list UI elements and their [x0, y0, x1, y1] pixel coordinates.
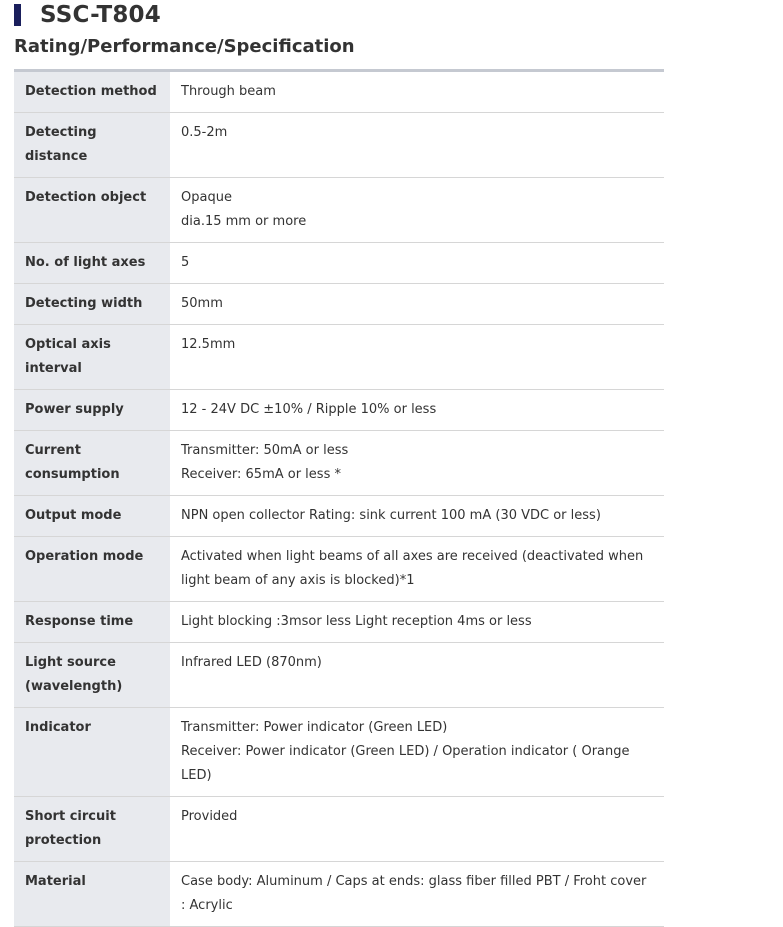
- page-title: SSC-T804: [40, 2, 161, 28]
- spec-value: [170, 602, 664, 643]
- spec-value: [170, 797, 664, 862]
- table-row: [14, 602, 664, 643]
- spec-label: Power supply: [14, 390, 170, 431]
- table-row: [14, 797, 664, 862]
- spec-value-line: Through beam: [181, 84, 276, 99]
- table-row: [14, 178, 664, 243]
- spec-label: Indicator: [14, 708, 170, 797]
- spec-value: [170, 537, 664, 602]
- table-row: [14, 243, 664, 284]
- spec-table-container: [14, 69, 664, 927]
- table-row: [14, 325, 664, 390]
- spec-table-body: [14, 72, 664, 927]
- spec-label: Detecting distance: [14, 113, 170, 178]
- spec-value-line: 12.5mm: [181, 337, 236, 352]
- spec-label: Output mode: [14, 496, 170, 537]
- spec-value: [170, 708, 664, 797]
- table-row: [14, 496, 664, 537]
- table-row: [14, 537, 664, 602]
- spec-label: Material: [14, 862, 170, 927]
- spec-label: Detection method: [14, 72, 170, 113]
- table-row: [14, 390, 664, 431]
- spec-value-line: 0.5-2m: [181, 125, 228, 140]
- table-row: [14, 862, 664, 927]
- spec-value: [170, 178, 664, 243]
- table-row: [14, 431, 664, 496]
- spec-table: [14, 72, 664, 927]
- spec-label: Response time: [14, 602, 170, 643]
- spec-value-line: 50mm: [181, 296, 223, 311]
- spec-value-line: 12 - 24V DC ±10% / Ripple 10% or less: [181, 402, 437, 417]
- spec-value: [170, 390, 664, 431]
- title-accent-bar: [14, 4, 21, 26]
- table-row: [14, 708, 664, 797]
- spec-value: [170, 862, 664, 927]
- table-row: [14, 643, 664, 708]
- table-row: [14, 72, 664, 113]
- spec-label: Light source (wavelength): [14, 643, 170, 708]
- spec-value: [170, 243, 664, 284]
- section-heading: Rating/Performance/Specification: [14, 36, 355, 57]
- spec-value: [170, 72, 664, 113]
- spec-value: [170, 113, 664, 178]
- spec-value-line: Transmitter: Power indicator (Green LED): [181, 720, 448, 735]
- spec-value: [170, 325, 664, 390]
- spec-value-line: Activated when light beams of all axes are received (deactivated when light beam of any axis is blocked)*1: [181, 549, 644, 588]
- table-row: [14, 284, 664, 325]
- spec-label: Operation mode: [14, 537, 170, 602]
- spec-value-line: 5: [181, 255, 190, 270]
- spec-value-line: NPN open collector Rating: sink current 100 mA (30 VDC or less): [181, 508, 601, 523]
- spec-value-line: Provided: [181, 809, 238, 824]
- spec-value-line: Light blocking :3msor less Light reception 4ms or less: [181, 614, 532, 629]
- spec-value-line: Infrared LED (870nm): [181, 655, 322, 670]
- spec-label: Optical axis interval: [14, 325, 170, 390]
- spec-label: Detecting width: [14, 284, 170, 325]
- table-row: [14, 113, 664, 178]
- page-title-row: [14, 0, 161, 30]
- spec-value-line: Receiver: Power indicator (Green LED) / Operation indicator ( Orange LED): [181, 744, 630, 783]
- spec-value-line: dia.15 mm or more: [181, 214, 307, 229]
- spec-value-line: Transmitter: 50mA or less: [181, 443, 349, 458]
- spec-value: [170, 284, 664, 325]
- spec-value-line: Receiver: 65mA or less *: [181, 467, 341, 482]
- spec-value: [170, 643, 664, 708]
- spec-label: Current consumption: [14, 431, 170, 496]
- spec-value-line: Case body: Aluminum / Caps at ends: glass fiber filled PBT / Froht cover : Acrylic: [181, 874, 647, 913]
- spec-label: Short circuit protection: [14, 797, 170, 862]
- spec-value: [170, 496, 664, 537]
- spec-value: [170, 431, 664, 496]
- spec-value-line: Opaque: [181, 190, 232, 205]
- spec-label: Detection object: [14, 178, 170, 243]
- spec-label: No. of light axes: [14, 243, 170, 284]
